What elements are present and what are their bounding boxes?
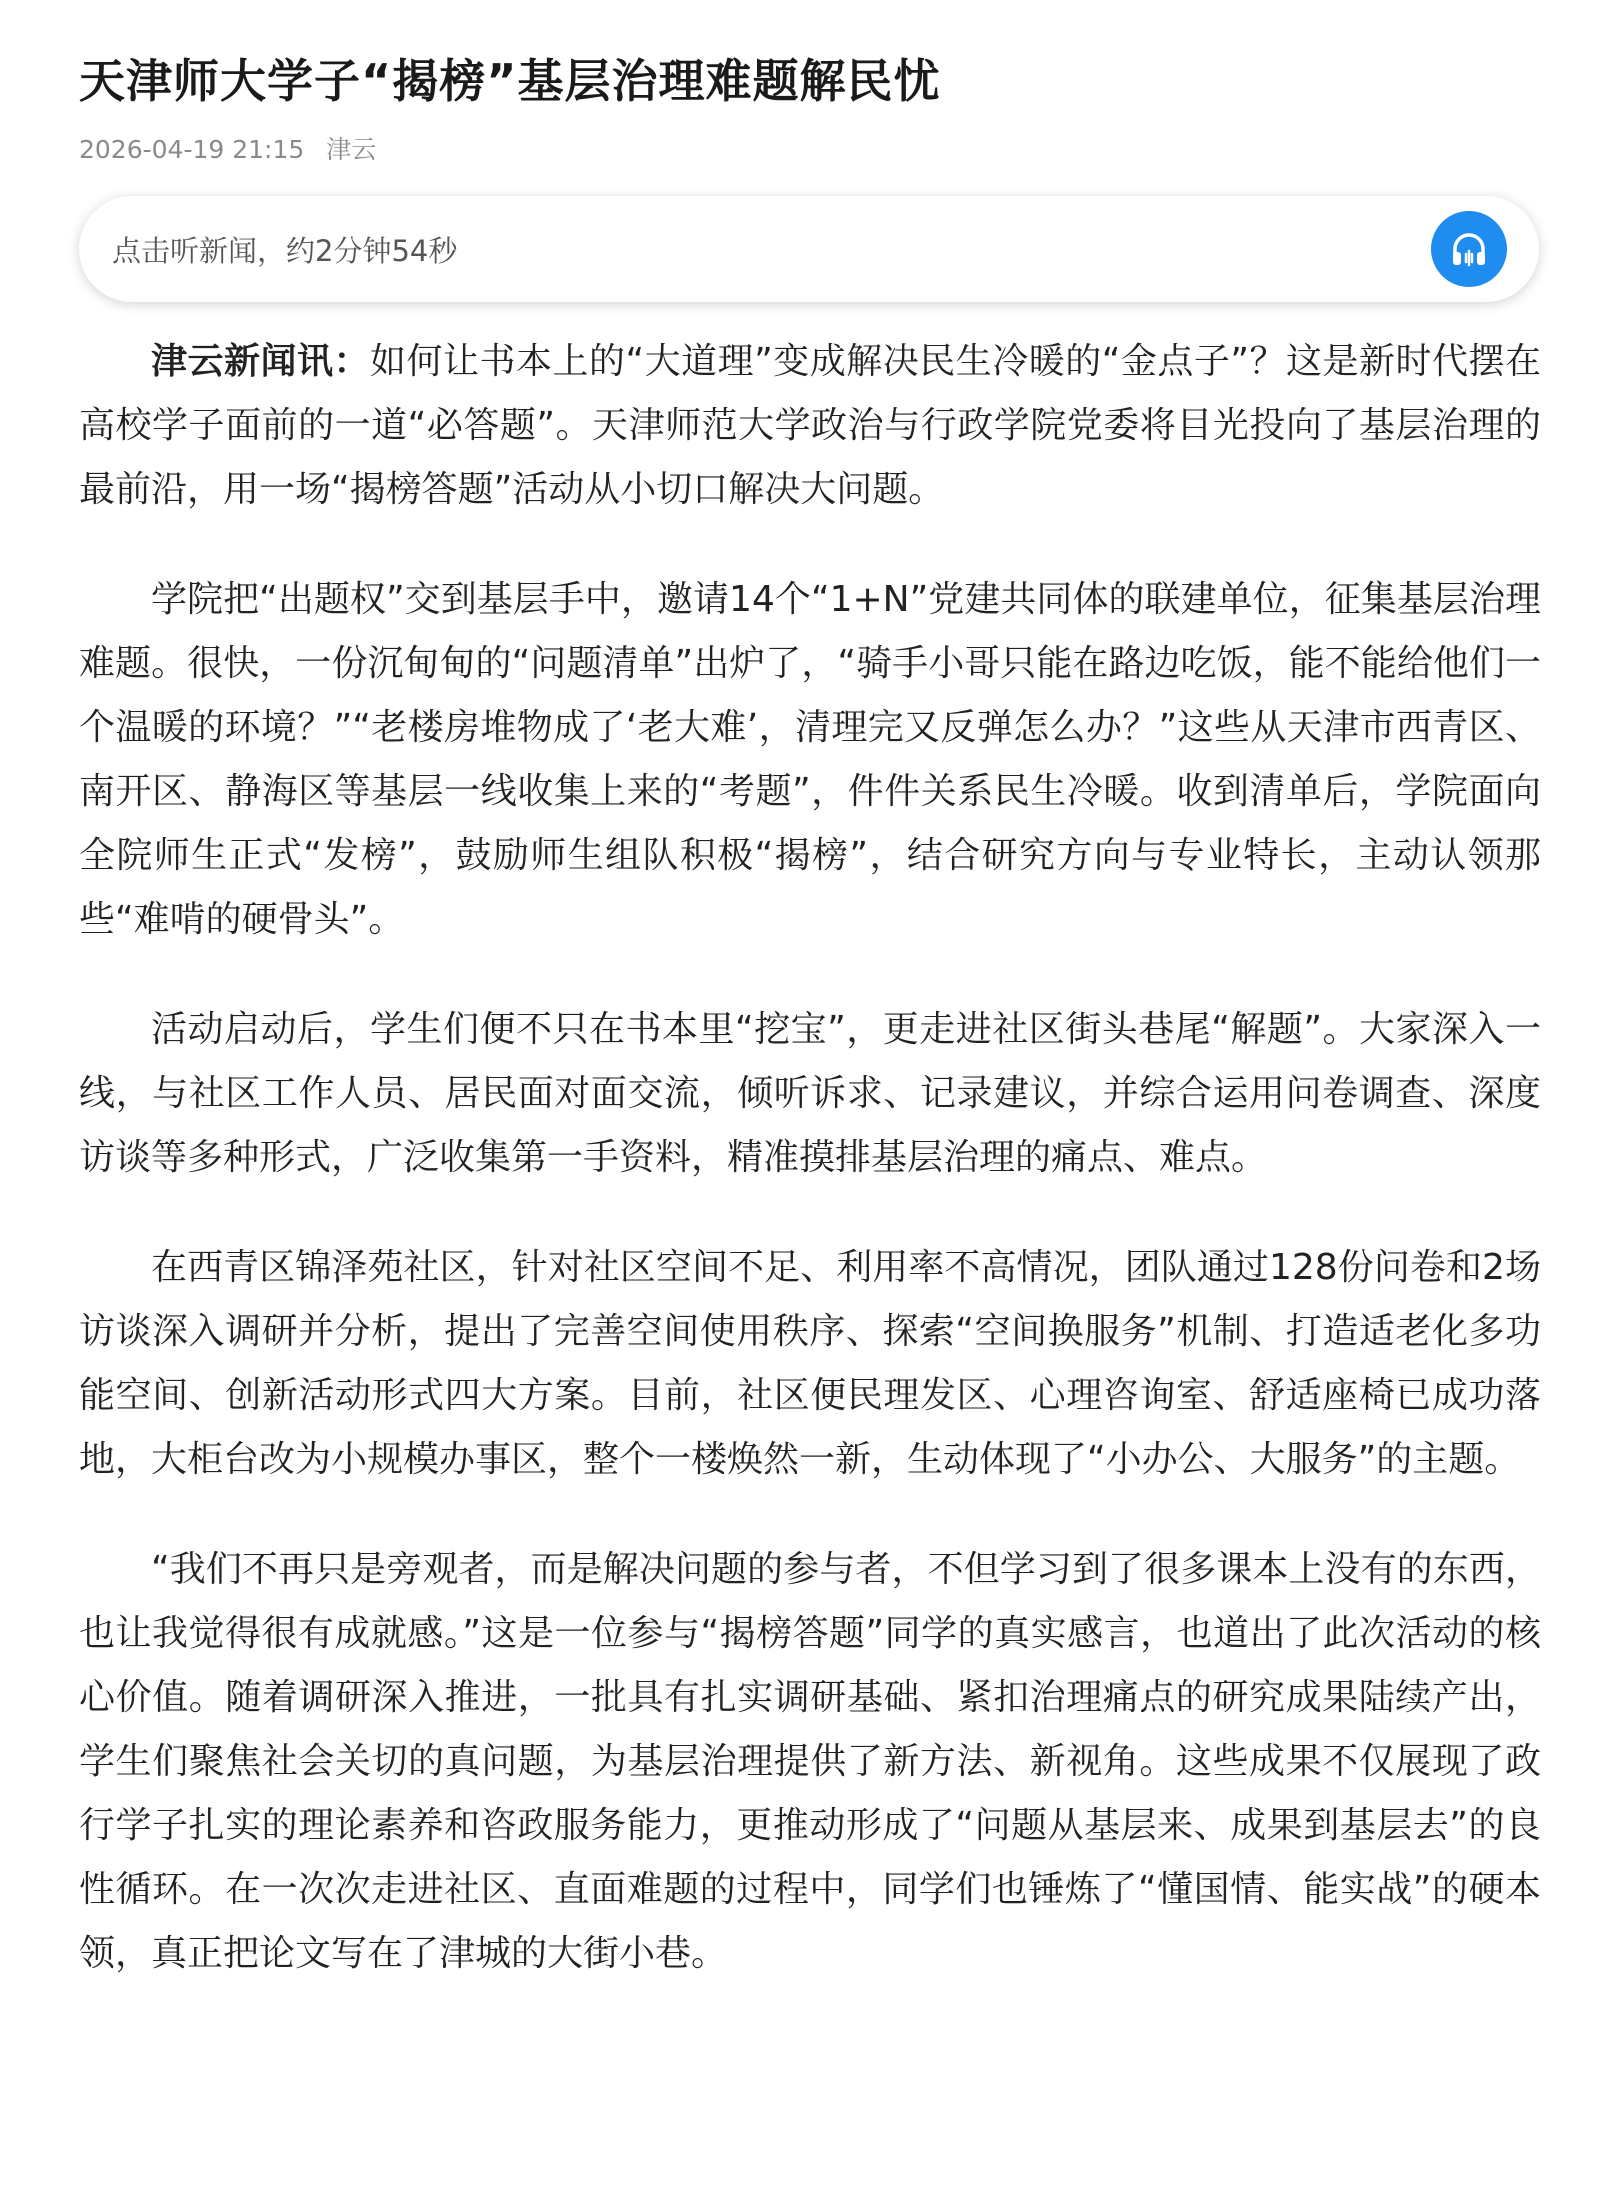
headphones-icon [1447, 227, 1491, 271]
article-body [79, 330, 1541, 1986]
source-link[interactable]: 津云 [326, 135, 377, 164]
paragraph-text: 如何让书本上的“大道理”变成解决民生冷暖的“金点子”？这是新时代摆在高校学子面前的一道“必答题”。天津师范大学政治与行政学院党委将目光投向了基层治理的最前沿，用一场“揭榜答题”活动从小切口解决大问题。 [79, 341, 1541, 510]
publish-datetime: 2026-04-19 21:15 [79, 135, 305, 164]
listen-news-label: 点击听新闻，约2分钟54秒 [112, 233, 458, 268]
listen-news-bar[interactable] [79, 196, 1539, 302]
article-title: 天津师大学子“揭榜”基层治理难题解民忧 [79, 54, 941, 108]
paragraph: 活动启动后，学生们便不只在书本里“挖宝”，更走进社区街头巷尾“解题”。大家深入一线，与社区工作人员、居民面对面交流，倾听诉求、记录建议，并综合运用问卷调查、深度访谈等多种形式，广泛收集第一手资料，精准摸排基层治理的痛点、难点。 [79, 1009, 1541, 1178]
paragraph: 学院把“出题权”交到基层手中，邀请14个“1+N”党建共同体的联建单位，征集基层治理难题。很快，一份沉甸甸的“问题清单”出炉了，“骑手小哥只能在路边吃饭，能不能给他们一个温暖的环境？”“老楼房堆物成了‘老大难’，清理完又反弹怎么办？”这些从天津市西青区、南开区、静海区等基层一线收集上来的“考题”，件件关系民生冷暖。收到清单后，学院面向全院师生正式“发榜”，鼓励师生组队积极“揭榜”，结合研究方向与专业特长，主动认领那些“难啃的硬骨头”。 [79, 579, 1541, 940]
paragraph [79, 330, 1541, 522]
play-audio-button[interactable] [1431, 211, 1507, 287]
article-meta [79, 132, 1541, 168]
lead-label: 津云新闻讯： [151, 341, 370, 382]
paragraph: “我们不再只是旁观者，而是解决问题的参与者，不但学习到了很多课本上没有的东西，也让我觉得很有成就感。”这是一位参与“揭榜答题”同学的真实感言，也道出了此次活动的核心价值。随着调研深入推进，一批具有扎实调研基础、紧扣治理痛点的研究成果陆续产出，学生们聚焦社会关切的真问题，为基层治理提供了新方法、新视角。这些成果不仅展现了政行学子扎实的理论素养和咨政服务能力，更推动形成了“问题从基层来、成果到基层去”的良性循环。在一次次走进社区、直面难题的过程中，同学们也锤炼了“懂国情、能实战”的硬本领，真正把论文写在了津城的大街小巷。 [79, 1549, 1541, 1974]
paragraph: 在西青区锦泽苑社区，针对社区空间不足、利用率不高情况，团队通过128份问卷和2场访谈深入调研并分析，提出了完善空间使用秩序、探索“空间换服务”机制、打造适老化多功能空间、创新活动形式四大方案。目前，社区便民理发区、心理咨询室、舒适座椅已成功落地，大柜台改为小规模办事区，整个一楼焕然一新，生动体现了“小办公、大服务”的主题。 [79, 1247, 1541, 1480]
